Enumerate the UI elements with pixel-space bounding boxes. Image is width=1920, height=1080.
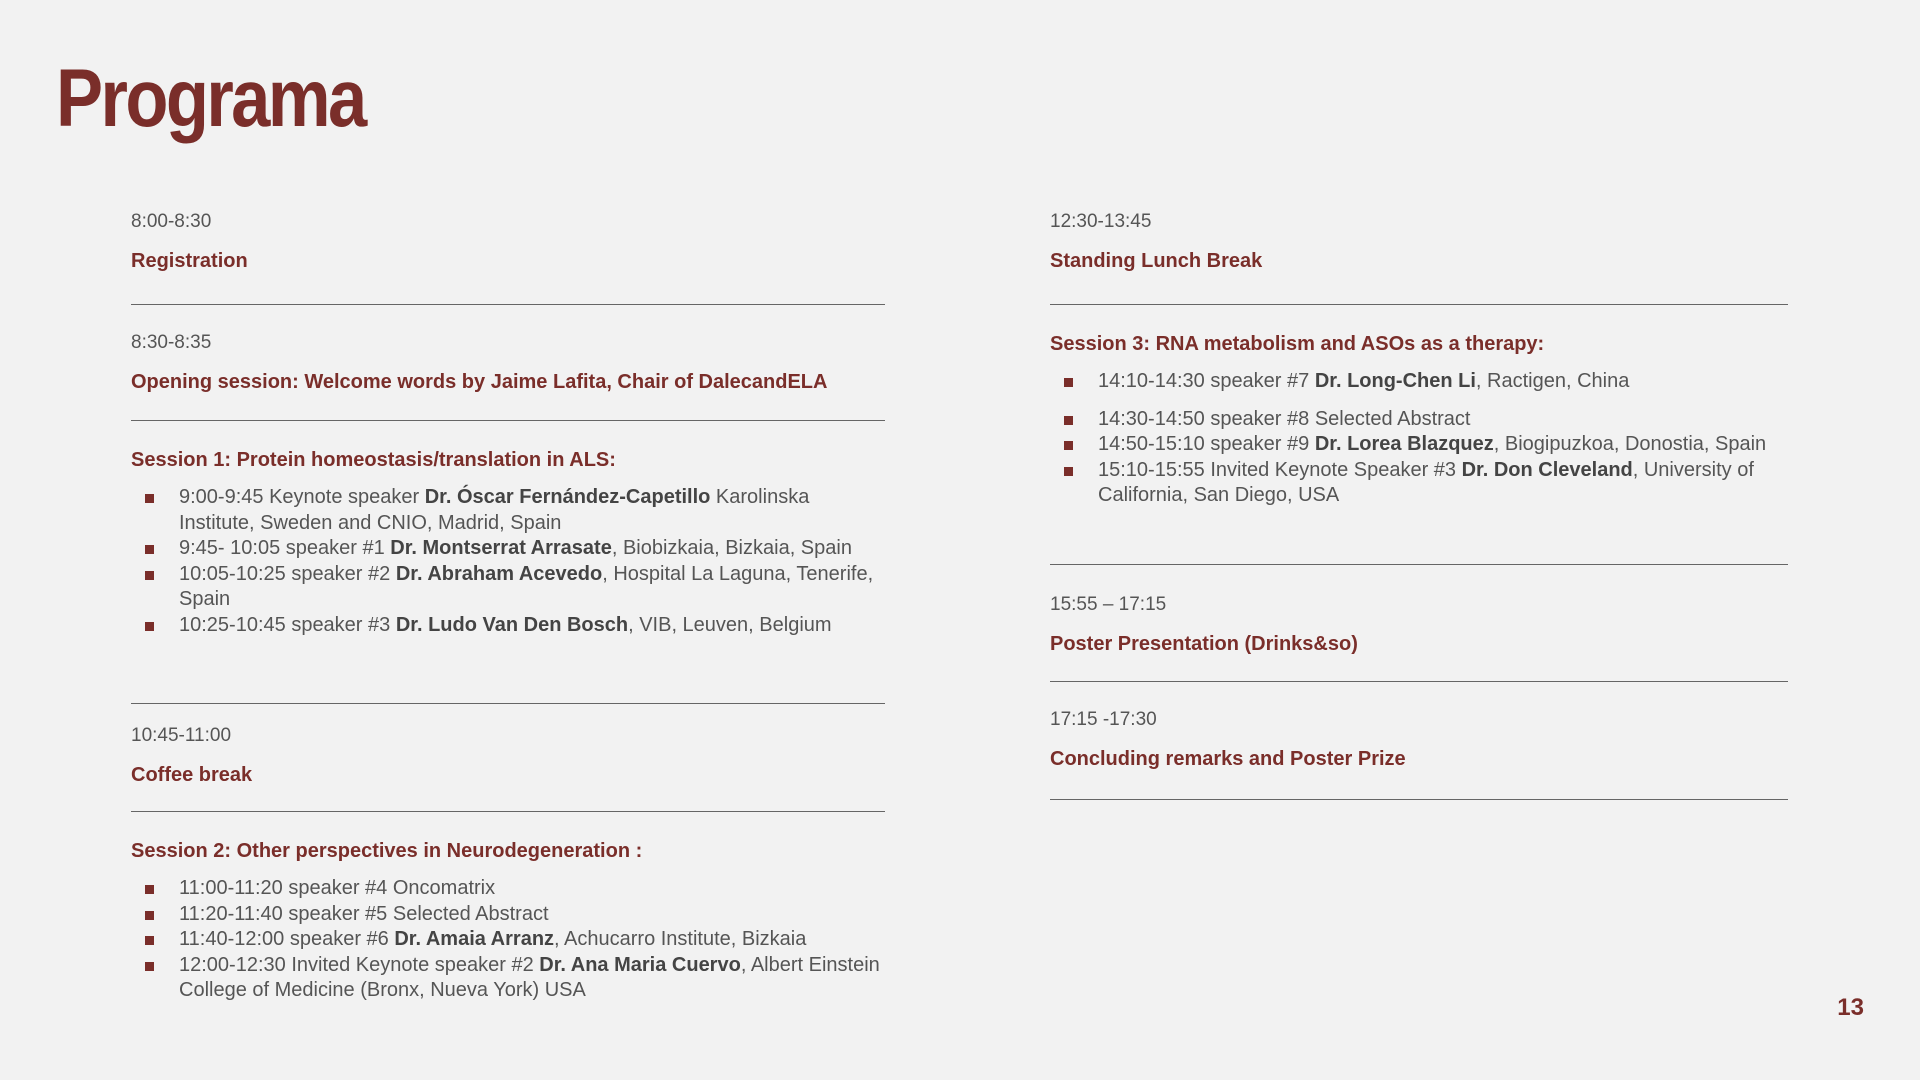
session2-block: [131, 812, 885, 1004]
opening-time: 8:30-8:35: [131, 332, 212, 353]
list-item: 11:00-11:20 speaker #4 Oncomatrix: [143, 876, 885, 902]
coffee-block: [131, 704, 885, 812]
session2-heading: Session 2: Other perspectives in Neurodegeneration :: [131, 840, 643, 862]
opening-heading: Opening session: Welcome words by Jaime Lafita, Chair of DalecandELA: [131, 371, 828, 393]
lunch-time: 12:30-13:45: [1050, 211, 1152, 232]
list-item: 10:05-10:25 speaker #2 Dr. Abraham Acevedo, Hospital La Laguna, Tenerife, Spain: [143, 562, 885, 613]
concluding-block: [1050, 682, 1788, 800]
lunch-heading: Standing Lunch Break: [1050, 250, 1263, 272]
session1-block: [131, 421, 885, 704]
list-item: 15:10-15:55 Invited Keynote Speaker #3 Dr. Don Cleveland, University of California, San Diego, USA: [1062, 458, 1788, 509]
session3-block: [1050, 305, 1788, 565]
list-item: 12:00-12:30 Invited Keynote speaker #2 Dr. Ana Maria Cuervo, Albert Einstein College of Medicine (Bronx, Nueva York) USA: [143, 953, 885, 1004]
right-column: [1050, 210, 1788, 800]
registration-time: 8:00-8:30: [131, 211, 212, 232]
left-column: [131, 210, 885, 1004]
session3-list: [1062, 369, 1788, 509]
session1-list: [143, 485, 885, 639]
list-item: 14:10-14:30 speaker #7 Dr. Long-Chen Li, Ractigen, China: [1062, 369, 1788, 395]
session2-list: [143, 876, 885, 1004]
coffee-time: 10:45-11:00: [131, 725, 232, 746]
session3-heading: Session 3: RNA metabolism and ASOs as a therapy:: [1050, 333, 1545, 355]
coffee-heading: Coffee break: [131, 764, 253, 786]
list-item: 11:20-11:40 speaker #5 Selected Abstract: [143, 902, 885, 928]
list-item: 10:25-10:45 speaker #3 Dr. Ludo Van Den Bosch, VIB, Leuven, Belgium: [143, 613, 885, 639]
list-item: 14:50-15:10 speaker #9 Dr. Lorea Blazquez, Biogipuzkoa, Donostia, Spain: [1062, 432, 1788, 458]
list-item: 14:30-14:50 speaker #8 Selected Abstract: [1062, 407, 1788, 433]
registration-heading: Registration: [131, 250, 248, 272]
poster-time: 15:55 – 17:15: [1050, 594, 1167, 615]
concluding-heading: Concluding remarks and Poster Prize: [1050, 748, 1406, 770]
opening-block: [131, 305, 885, 421]
concluding-time: 17:15 -17:30: [1050, 709, 1157, 730]
poster-heading: Poster Presentation (Drinks&so): [1050, 633, 1358, 655]
page-number: 13: [1837, 994, 1864, 1021]
list-item: 11:40-12:00 speaker #6 Dr. Amaia Arranz, Achucarro Institute, Bizkaia: [143, 927, 885, 953]
registration-block: [131, 210, 885, 305]
list-item: 9:45- 10:05 speaker #1 Dr. Montserrat Arrasate, Biobizkaia, Bizkaia, Spain: [143, 536, 885, 562]
page-title: Programa: [56, 53, 365, 144]
session1-heading: Session 1: Protein homeostasis/translation in ALS:: [131, 449, 616, 471]
poster-block: [1050, 565, 1788, 682]
lunch-block: [1050, 210, 1788, 305]
list-item: 9:00-9:45 Keynote speaker Dr. Óscar Fernández-Capetillo Karolinska Institute, Sweden and CNIO, Madrid, Spain: [143, 485, 885, 536]
